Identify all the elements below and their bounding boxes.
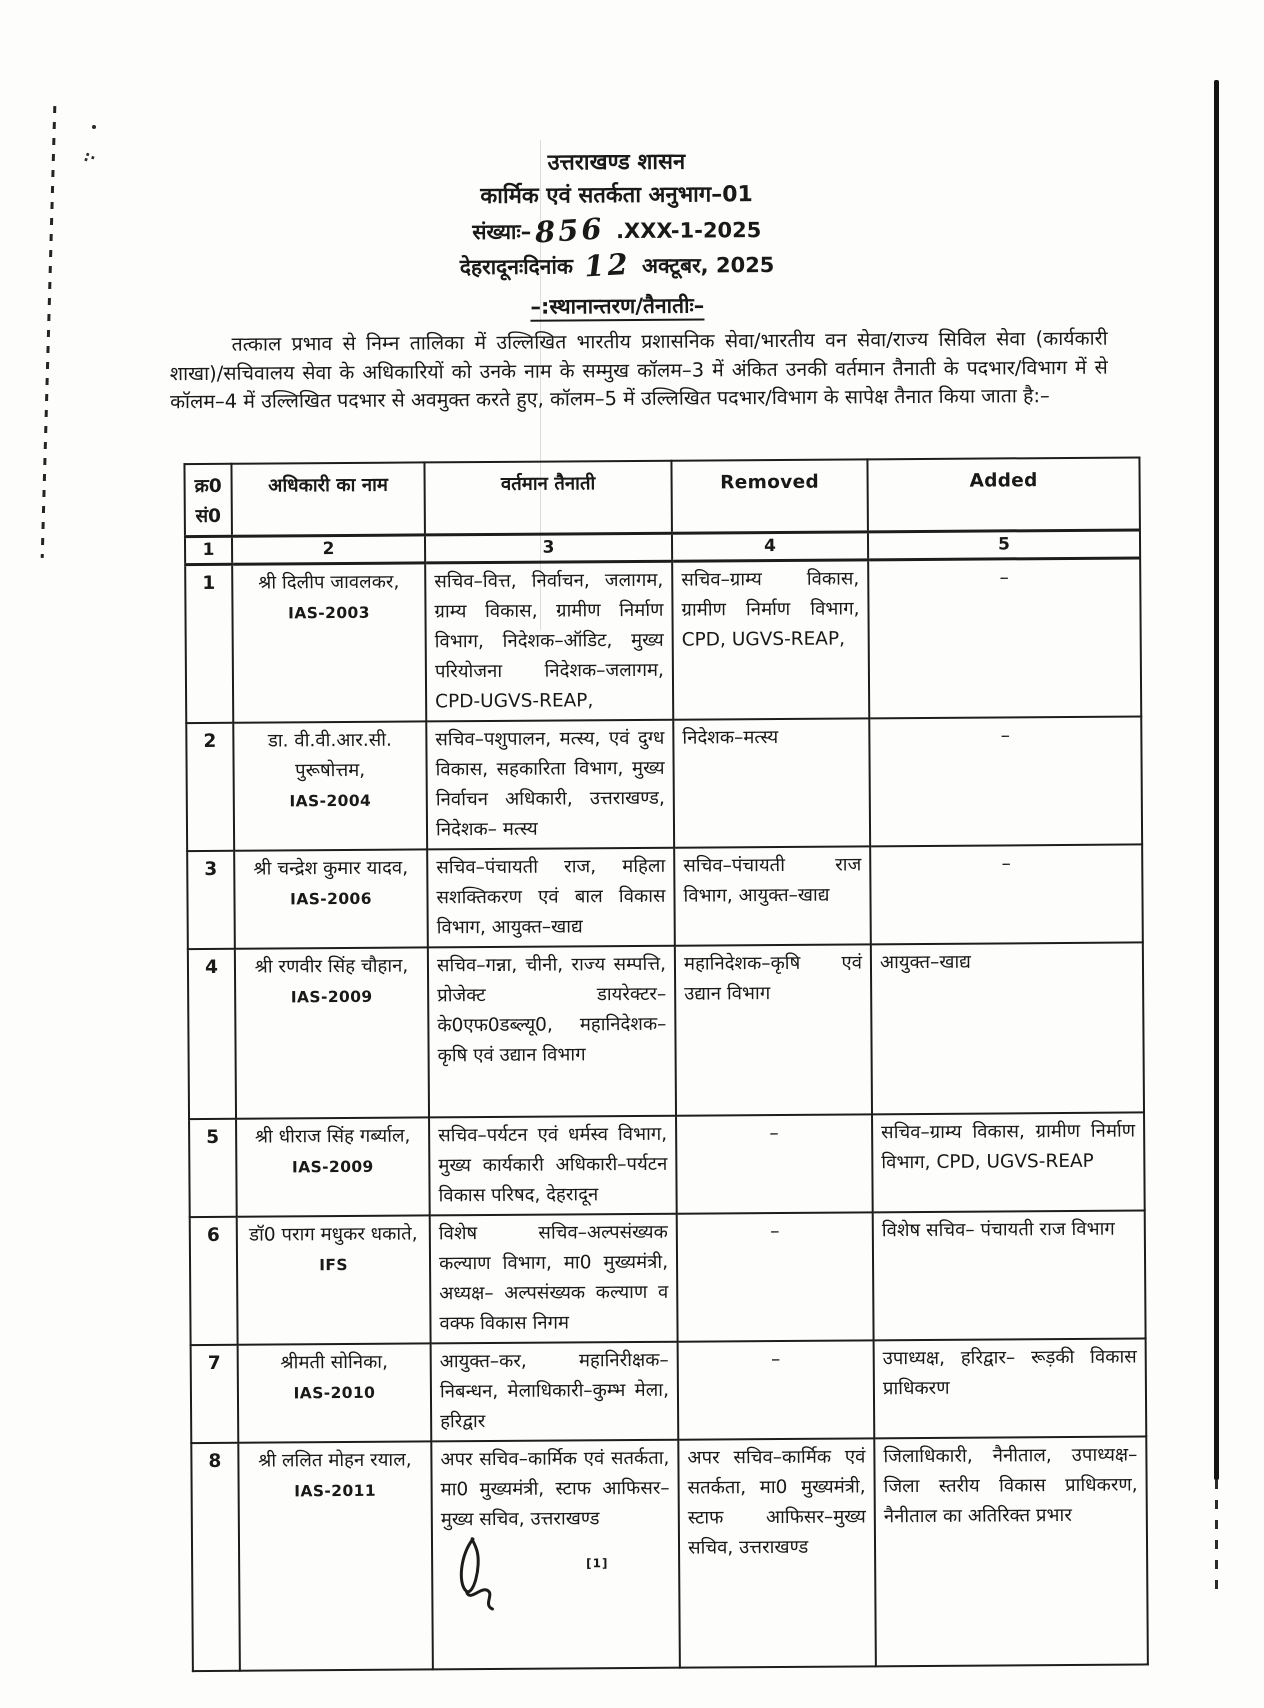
officer-batch: IAS-2011 <box>294 1481 377 1501</box>
order-number-suffix: .XXX-1-2025 <box>615 218 762 244</box>
cell-removed: निदेशक–मत्स्य <box>673 718 870 847</box>
cell-sno: 7 <box>191 1345 239 1443</box>
table-row <box>185 558 1141 723</box>
cell-current-posting: सचिव–पंचायती राज, महिला सशक्तिकरण एवं बाल विकास विभाग, आयुक्त–खाद्य <box>427 848 675 948</box>
transfer-posting-table <box>183 456 1148 1672</box>
cell-sno: 2 <box>186 723 234 851</box>
officer-batch: IAS-2009 <box>290 987 373 1007</box>
table-row <box>187 844 1143 949</box>
officer-batch: IAS-2009 <box>291 1157 374 1177</box>
government-name: उत्तराखण्ड शासन <box>547 149 686 176</box>
col-header-removed: Removed <box>671 459 868 533</box>
intro-paragraph: तत्काल प्रभाव से निम्न तालिका में उल्लिखित भारतीय प्रशासनिक सेवा/भारतीय वन सेवा/राज्य सिविल सेवा (कार्यकारी शाखा)/सचिवालय सेवा के अधिकारियों को उनके नाम के सम्मुख कॉलम–3 में अंकित उनकी वर्तमान तैनाती के पदभार/विभाग में से कॉलम–4 में उल्लिखित पदभार से अवमुक्त करते हुए, कॉलम–5 में उल्लिखित पदभार/विभाग के सापेक्ष तैनात किया जाता है:– <box>169 326 1108 414</box>
col-header-sno: क्र0 सं0 <box>184 464 232 537</box>
cell-removed: सचिव–ग्राम्य विकास, ग्रामीण निर्माण विभाग, CPD, UGVS-REAP, <box>672 560 869 720</box>
place-date-prefix: देहरादूनःदिनांक <box>459 254 574 280</box>
cell-current-posting: अपर सचिव–कार्मिक एवं सतर्कता, मा0 मुख्यमंत्री, स्टाफ आफिसर–मुख्य सचिव, उत्तराखण्ड <box>431 1440 680 1670</box>
cell-officer-name: श्री ललित मोहन रयाल, IAS-2011 <box>238 1441 433 1670</box>
officer-batch: IAS-2006 <box>290 889 372 909</box>
cell-added: – <box>870 844 1143 944</box>
cell-sno: 5 <box>189 1119 237 1217</box>
cell-sno: 1 <box>185 564 233 723</box>
cell-sno: 8 <box>191 1443 240 1671</box>
col-number: 3 <box>425 533 672 563</box>
cell-sno: 6 <box>190 1217 238 1345</box>
letterhead <box>161 143 1072 285</box>
col-header-officer-name: अधिकारी का नाम <box>231 462 425 536</box>
cell-current-posting: सचिव–पर्यटन एवं धर्मस्व विभाग, मुख्य कार्यकारी अधिकारी–पर्यटन विकास परिषद, देहरादून <box>429 1116 677 1216</box>
cell-officer-name: श्रीमती सोनिका, IAS-2010 <box>238 1343 432 1442</box>
table-row <box>189 1112 1145 1217</box>
table-header-row <box>184 457 1139 536</box>
officer-batch: IAS-2004 <box>289 791 372 811</box>
col-number: 2 <box>232 535 425 564</box>
cell-added: जिलाधिकारी, नैनीताल, उपाध्यक्ष– जिला स्तरीय विकास प्राधिकरण, नैनीताल का अतिरिक्त प्रभार <box>874 1436 1148 1666</box>
cell-removed: महानिदेशक–कृषि एवं उद्यान विभाग <box>675 944 872 1115</box>
table-row <box>190 1210 1146 1345</box>
table-row <box>186 716 1142 851</box>
cell-current-posting: विशेष सचिव–अल्पसंख्यक कल्याण विभाग, मा0 मुख्यमंत्री, अध्यक्ष– अल्पसंख्यक कल्याण व वक्फ विकास निगम <box>430 1214 678 1344</box>
subject-line: –:स्थानान्तरण/तैनातीः– <box>162 289 1072 323</box>
cell-removed: – <box>678 1340 875 1439</box>
ink-mark: :· <box>81 146 99 168</box>
officer-batch: IAS-2010 <box>293 1383 376 1403</box>
col-header-current-posting: वर्तमान तैनाती <box>424 461 672 535</box>
cell-current-posting: सचिव–पशुपालन, मत्स्य, एवं दुग्ध विकास, सहकारिता विभाग, मुख्य निर्वाचन अधिकारी, उत्तराखण्ड, निदेशक– मत्स्य <box>426 720 674 850</box>
cell-sno: 3 <box>187 851 235 949</box>
place-date-line <box>162 244 1072 285</box>
cell-current-posting: सचिव–गन्ना, चीनी, राज्य सम्पत्ति, प्रोजेक्ट डायरेक्टर– के0एफ0डब्ल्यू0, महानिदेशक–कृषि एवं उद्यान विभाग <box>428 946 676 1118</box>
cell-current-posting: सचिव–वित्त, निर्वाचन, जलागम, ग्राम्य विकास, ग्रामीण निर्माण विभाग, निदेशक–ऑडिट, मुख्य परियोजना निदेशक–जलागम, CPD-UGVS-REAP, <box>425 561 673 721</box>
table-row <box>188 942 1144 1119</box>
order-number-prefix: संख्याः– <box>472 219 532 245</box>
signature-mark <box>451 1529 537 1625</box>
cell-officer-name: श्री दिलीप जावलकर, IAS-2003 <box>232 563 426 723</box>
cell-officer-name: डॉ0 पराग मधुकर धकाते, IFS <box>237 1215 431 1344</box>
cell-current-posting: आयुक्त–कर, महानिरीक्षक– निबन्धन, मेलाधिकारी–कुम्भ मेला, हरिद्वार <box>431 1342 679 1442</box>
date-suffix: अक्टूबर, 2025 <box>641 252 775 278</box>
col-number: 4 <box>672 532 868 561</box>
cell-added: आयुक्त–खाद्य <box>871 942 1144 1114</box>
cell-officer-name: डा. वी.वी.आर.सी. पुरूषोत्तम, IAS-2004 <box>233 721 427 850</box>
cell-officer-name: श्री चन्द्रेश कुमार यादव, IAS-2006 <box>234 849 428 948</box>
officer-batch: IFS <box>319 1255 348 1275</box>
col-number: 5 <box>868 530 1140 560</box>
cell-sno: 4 <box>188 949 236 1119</box>
cell-removed: – <box>677 1212 874 1341</box>
cell-added: उपाध्यक्ष, हरिद्वार– रूड़की विकास प्राधिकरण <box>874 1338 1147 1438</box>
cell-officer-name: श्री रणवीर सिंह चौहान, IAS-2009 <box>235 947 429 1118</box>
page-number: [1] <box>586 1556 609 1571</box>
table-row <box>191 1436 1148 1671</box>
table-row <box>191 1338 1147 1443</box>
cell-added: – <box>868 558 1141 718</box>
cell-removed: – <box>676 1114 873 1213</box>
cell-removed: अपर सचिव–कार्मिक एवं सतर्कता, मा0 मुख्यमंत्री, स्टाफ आफिसर–मुख्य सचिव, उत्तराखण्ड <box>678 1438 876 1667</box>
cell-added: विशेष सचिव– पंचायती राज विभाग <box>873 1210 1146 1340</box>
cell-added: सचिव–ग्राम्य विकास, ग्रामीण निर्माण विभाग, CPD, UGVS-REAP <box>872 1112 1145 1212</box>
cell-removed: सचिव–पंचायती राज विभाग, आयुक्त–खाद्य <box>674 846 871 945</box>
date-handwritten: 12 <box>583 246 632 284</box>
officer-batch: IAS-2003 <box>288 603 370 623</box>
cell-added: – <box>869 716 1142 846</box>
order-number-handwritten: 856 <box>534 211 606 250</box>
department-section: कार्मिक एवं सतर्कता अनुभाग–01 <box>480 182 753 210</box>
col-number: 1 <box>185 536 232 564</box>
col-header-added: Added <box>867 457 1139 531</box>
cell-officer-name: श्री धीराज सिंह गर्ब्याल, IAS-2009 <box>236 1117 430 1216</box>
